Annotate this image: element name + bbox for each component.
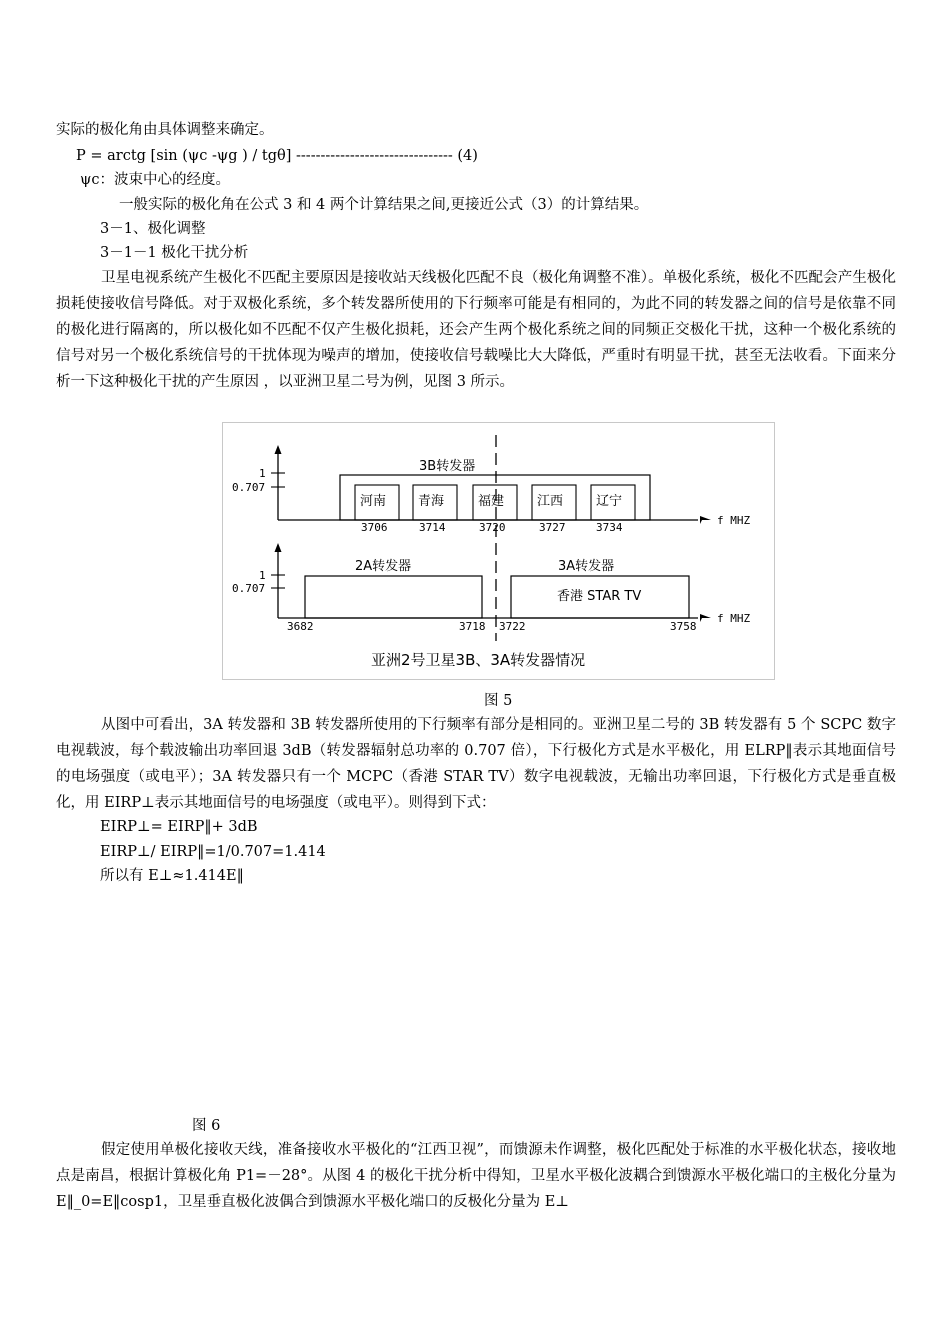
freq-3682: 3682: [287, 620, 314, 633]
transponder-2a-label: 2A转发器: [355, 559, 412, 574]
intro-line: 实际的极化角由具体调整来确定。: [56, 122, 274, 138]
transponder-2a-box: [305, 576, 482, 618]
section-3-1: 3－1、极化调整: [100, 221, 206, 237]
freq-3718: 3718: [459, 620, 486, 633]
transponder-3b-label: 3B转发器: [419, 459, 476, 474]
section-3-1-1: 3－1－1 极化干扰分析: [100, 245, 249, 261]
psi-c-definition: ψc：波束中心的经度。: [80, 172, 230, 188]
bottom-y-arrow: [275, 543, 282, 552]
transponder-figure: [222, 422, 775, 680]
freq-3758: 3758: [670, 620, 697, 633]
bottom-label-0707: 0.707: [232, 582, 266, 595]
reception-paragraph: 假定使用单极化接收天线，准备接收水平极化的“江西卫视”，而馈源未作调整，极化匹配处于标准的水平极化状态，接收地点是南昌，根据计算极化角 P1=－28°。从图 4 的极化干扰分析中得知，卫星水平极化波耦合到馈源水平极化端口的主极化分量为 E‖_0=E‖cosp1，卫星垂直极化波偶合到馈源水平极化端口的反极化分量为 E⊥: [56, 1142, 896, 1210]
transponder-diagram: [223, 423, 774, 679]
top-axis-unit: f MHZ: [717, 514, 751, 527]
freq-3734: 3734: [596, 521, 623, 534]
bottom-axis-unit: f MHZ: [717, 612, 751, 625]
polarization-note: 一般实际的极化角在公式 3 和 4 两个计算结果之间,更接近公式（3）的计算结果。: [119, 197, 649, 213]
freq-3706: 3706: [361, 521, 388, 534]
equation-3: 所以有 E⊥≈1.414E‖: [100, 868, 244, 884]
top-x-arrow: [700, 516, 711, 524]
figure-title: 亚洲2号卫星3B、3A转发器情况: [371, 651, 586, 669]
interference-paragraph: 卫星电视系统产生极化不匹配主要原因是接收站天线极化匹配不良（极化角调整不准）。单极化系统，极化不匹配会产生极化损耗使接收信号降低。对于双极化系统，多个转发器所使用的下行频率可能是有相同的，为此不同的转发器之间的信号是依靠不同的极化进行隔离的，所以极化如不匹配不仅产生极化损耗，还会产生两个极化系统之间的同频正交极化干扰，这种一个极化系统的信号对另一个极化系统信号的干扰体现为噪声的增加，使接收信号载噪比大大降低，严重时有明显干扰，甚至无法收看。下面来分析一下这种极化干扰的产生原因 ，以亚洲卫星二号为例，见图 3 所示。: [56, 270, 896, 390]
formula-4: P = arctg [sin (ψc -ψg ) / tgθ] -------------------------------- (4): [76, 148, 478, 164]
frequency-paragraph: 从图中可看出，3A 转发器和 3B 转发器所使用的下行频率有部分是相同的。亚洲卫星二号的 3B 转发器有 5 个 SCPC 数字电视载波，每个载波输出功率回退 3dB（转发器辐射总功率的 0.707 倍），下行极化方式是水平极化，用 ELRP‖表示其地面信号的电场强度（或电平）；3A 转发器只有一个 MCPC（香港 STAR TV）数字电视载波，无输出功率回退，下行极化方式是垂直极化，用 EIRP⊥表示其地面信号的电场强度（或电平）。则得到下式：: [56, 717, 896, 811]
freq-3720: 3720: [479, 521, 506, 534]
channel-jiangxi: 江西: [537, 494, 564, 509]
freq-3714: 3714: [419, 521, 446, 534]
top-label-1: 1: [259, 467, 266, 480]
top-y-arrow: [275, 445, 282, 454]
star-tv-carrier: 香港 STAR TV: [557, 589, 642, 604]
channel-liaoning: 辽宁: [596, 494, 623, 509]
bottom-label-1: 1: [259, 569, 266, 582]
equation-2: EIRP⊥/ EIRP‖=1/0.707=1.414: [100, 844, 326, 860]
figure-6-caption: 图 6: [192, 1118, 221, 1134]
channel-fujian: 福建: [478, 494, 505, 509]
transponder-3a-label: 3A转发器: [558, 559, 615, 574]
equation-1: EIRP⊥= EIRP‖+ 3dB: [100, 819, 258, 835]
freq-3727: 3727: [539, 521, 566, 534]
channel-qinghai: 青海: [418, 494, 445, 509]
freq-3722: 3722: [499, 620, 526, 633]
figure-5-caption: 图 5: [484, 693, 513, 709]
bottom-x-arrow: [700, 614, 711, 622]
channel-henan: 河南: [360, 494, 387, 509]
top-label-0707: 0.707: [232, 481, 266, 494]
